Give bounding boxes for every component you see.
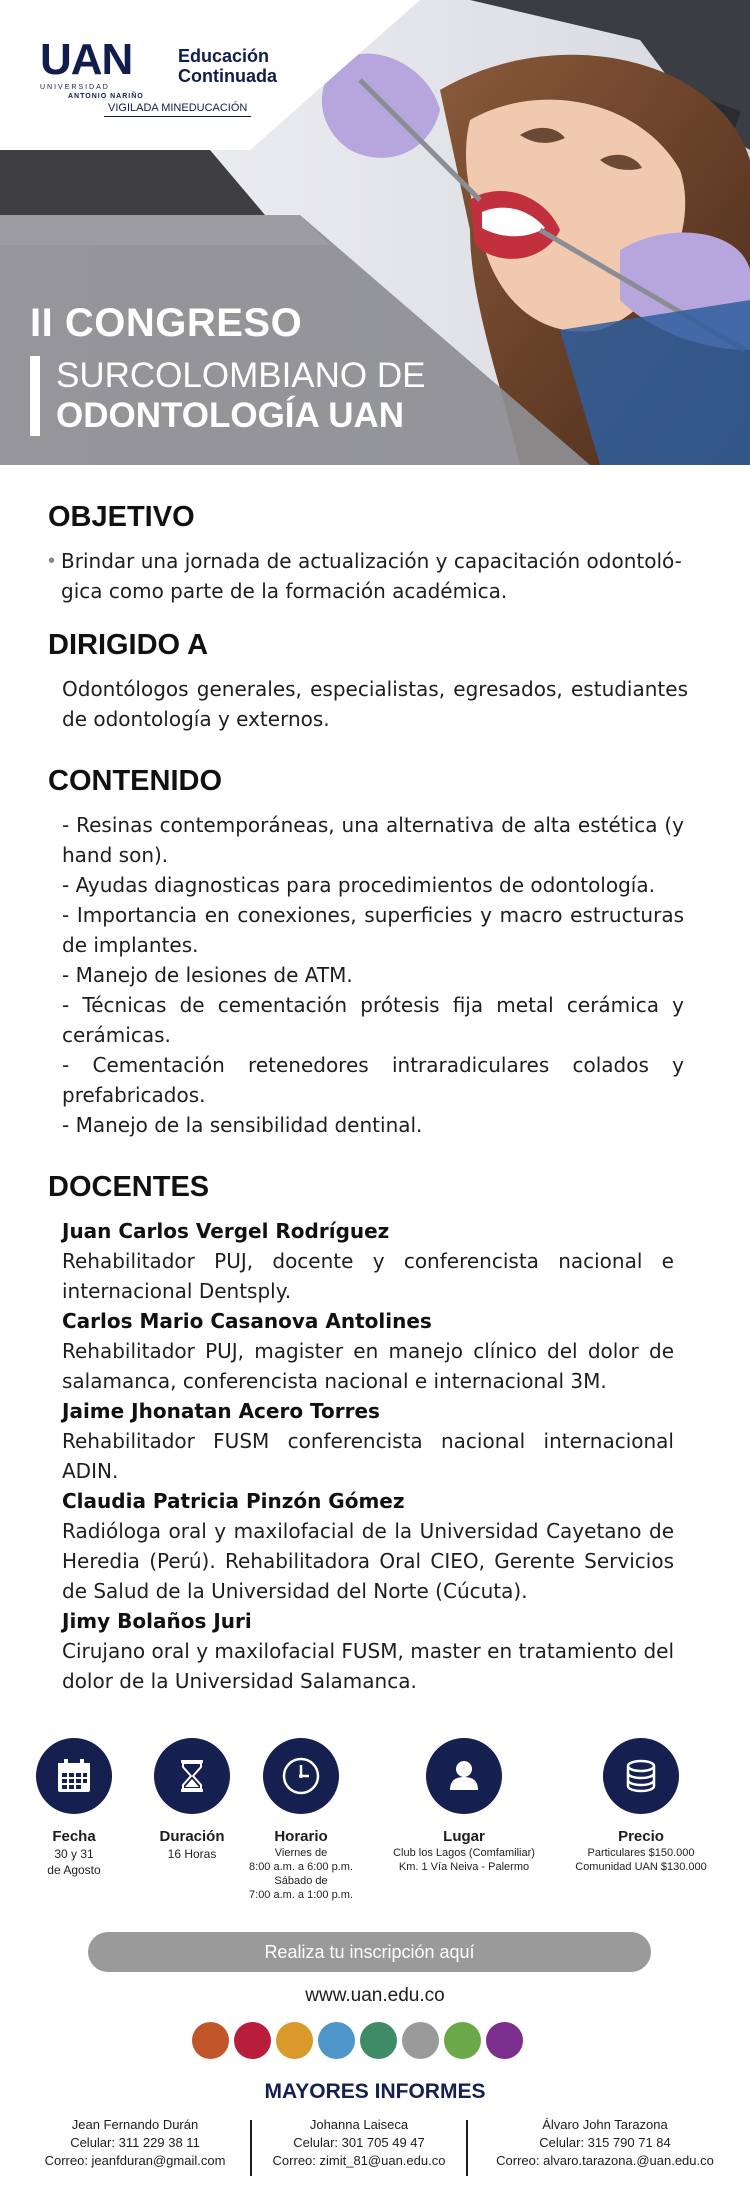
contenido-title: CONTENIDO [48, 765, 222, 797]
docente-name: Jimy Bolaños Juri [62, 1609, 252, 1633]
uan-logo [40, 35, 300, 123]
contenido-list [48, 810, 684, 1140]
person-icon [426, 1738, 502, 1814]
list-item: - Manejo de la sensibilidad dentinal. [62, 1113, 423, 1137]
docente-name: Juan Carlos Vergel Rodríguez [62, 1219, 390, 1243]
info-fecha-line2: de Agosto [47, 1863, 101, 1877]
objetivo-text: Brindar una jornada de actualización y capacitación odontoló- gica como parte de la formación académica. [61, 549, 682, 603]
info-horario [240, 1738, 362, 1902]
dirigido-text: Odontólogos generales, especialistas, egresados, estudiantes de odontología y externos. [62, 677, 688, 731]
docentes-section [48, 1170, 688, 1696]
info-duracion-label: Duración [159, 1828, 225, 1845]
contact-email[interactable]: Correo: jeanfduran@gmail.com [44, 2153, 226, 2168]
info-precio [556, 1738, 726, 1874]
contact-card [468, 2116, 742, 2170]
color-dot [318, 2022, 355, 2059]
color-dot [360, 2022, 397, 2059]
info-fecha-line1: 30 y 31 [54, 1847, 94, 1861]
contact-name: Johanna Laiseca [309, 2117, 409, 2132]
title-line3: ODONTOLOGÍA UAN [56, 396, 405, 435]
list-item: - Cementación retenedores intraradiculares colados y prefabricados. [62, 1053, 684, 1107]
contacts [0, 2116, 750, 2176]
info-horario-line4: 7:00 a.m. a 1:00 p.m. [249, 1889, 353, 1901]
docente-bio: Rehabilitador PUJ, magister en manejo clínico del dolor de salamanca, conferencista nacional e internacional 3M. [62, 1339, 674, 1393]
info-precio-line2: Comunidad UAN $130.000 [575, 1861, 707, 1873]
contact-phone: Celular: 311 229 38 11 [70, 2135, 200, 2150]
info-fecha-label: Fecha [52, 1828, 96, 1845]
color-dot [486, 2022, 523, 2059]
docente-name: Carlos Mario Casanova Antolines [62, 1309, 432, 1333]
event-title [30, 300, 590, 436]
docente-name: Jaime Jhonatan Acero Torres [62, 1399, 380, 1423]
docente-bio: Cirujano oral y maxilofacial FUSM, master en tratamiento del dolor de la Universidad Salamanca. [62, 1639, 674, 1693]
objetivo-title: OBJETIVO [48, 501, 195, 533]
mayores-informes-title: MAYORES INFORMES [264, 2080, 486, 2103]
bullet-icon: • [48, 550, 56, 572]
info-precio-label: Precio [618, 1828, 664, 1845]
title-line2: SURCOLOMBIANO DE [56, 356, 426, 395]
contact-name: Jean Fernando Durán [71, 2117, 199, 2132]
website-link[interactable]: www.uan.edu.co [305, 1985, 445, 2006]
list-item: - Manejo de lesiones de ATM. [62, 963, 353, 987]
calendar-icon [36, 1738, 112, 1814]
contact-card [252, 2116, 466, 2170]
info-lugar-line2: Km. 1 Vía Neiva - Palermo [398, 1861, 530, 1873]
dirigido-title: DIRIGIDO A [48, 629, 209, 661]
list-item: - Ayudas diagnosticas para procedimientos de odontología. [62, 873, 655, 897]
docente-bio: Rehabilitador PUJ, docente y conferencista nacional e internacional Dentsply. [62, 1249, 674, 1303]
color-dot [444, 2022, 481, 2059]
color-dot [402, 2022, 439, 2059]
docentes-title: DOCENTES [48, 1171, 210, 1203]
logo-university2: ANTONIO NARIÑO [68, 93, 144, 100]
info-fecha [26, 1738, 122, 1878]
contact-email[interactable]: Correo: alvaro.tarazona.@uan.edu.co [496, 2153, 714, 2168]
objetivo-section [48, 500, 688, 606]
list-item: - Importancia en conexiones, superficies y macro estructuras de implantes. [62, 903, 684, 957]
logo-program [178, 46, 277, 86]
hourglass-icon [154, 1738, 230, 1814]
main-content [48, 500, 688, 1696]
color-dot [234, 2022, 271, 2059]
contenido-section [48, 764, 688, 1140]
color-dot [192, 2022, 229, 2059]
docente-bio: Radióloga oral y maxilofacial de la Universidad Cayetano de Heredia (Perú). Rehabilitadora Oral CIEO, Gerente Servicios de Salud de la Universidad del Norte (Cúcuta). [62, 1519, 674, 1603]
title-rest [30, 356, 590, 436]
contact-email[interactable]: Correo: zimit_81@uan.edu.co [272, 2153, 446, 2168]
event-info [0, 1738, 750, 1913]
objetivo-item [48, 546, 688, 606]
clock-icon [263, 1738, 339, 1814]
dirigido-section [48, 628, 688, 734]
docente-bio: Rehabilitador FUSM conferencista nacional internacional ADIN. [62, 1429, 674, 1483]
coins-icon [603, 1738, 679, 1814]
info-horario-line1: Viernes de [274, 1847, 328, 1859]
info-horario-line3: Sábado de [274, 1875, 328, 1887]
info-horario-line2: 8:00 a.m. a 6:00 p.m. [249, 1861, 353, 1873]
register-button[interactable]: Realiza tu inscripción aquí [88, 1932, 651, 1972]
docentes-list [48, 1216, 674, 1696]
contact-phone: Celular: 301 705 49 47 [293, 2135, 425, 2150]
logo-brand: UAN [40, 35, 133, 84]
contact-name: Álvaro John Tarazona [542, 2117, 668, 2132]
info-horario-label: Horario [274, 1828, 328, 1845]
info-duracion-line1: 16 Horas [167, 1847, 217, 1861]
info-lugar [374, 1738, 554, 1874]
list-item: - Técnicas de cementación prótesis fija metal cerámica y cerámicas. [62, 993, 684, 1047]
info-lugar-label: Lugar [443, 1828, 485, 1845]
contact-phone: Celular: 315 790 71 84 [539, 2135, 671, 2150]
docente-name: Claudia Patricia Pinzón Gómez [62, 1489, 405, 1513]
color-dots [192, 2022, 523, 2060]
info-precio-line1: Particulares $150.000 [587, 1847, 695, 1859]
info-lugar-line1: Club los Lagos (Comfamiliar) [393, 1847, 535, 1859]
title-line1: II CONGRESO [30, 301, 303, 345]
info-duracion [144, 1738, 240, 1862]
contact-card [20, 2116, 250, 2170]
logo-program-line1: Educación [178, 46, 270, 66]
hero-banner [0, 0, 750, 465]
logo-program-line2: Continuada [178, 66, 277, 86]
logo-vigilada: VIGILADA MINEDUCACIÓN [104, 100, 251, 117]
list-item: - Resinas contemporáneas, una alternativa de alta estética (y hand son). [62, 813, 684, 867]
logo-university: UNIVERSIDAD [40, 84, 110, 91]
color-dot [276, 2022, 313, 2059]
